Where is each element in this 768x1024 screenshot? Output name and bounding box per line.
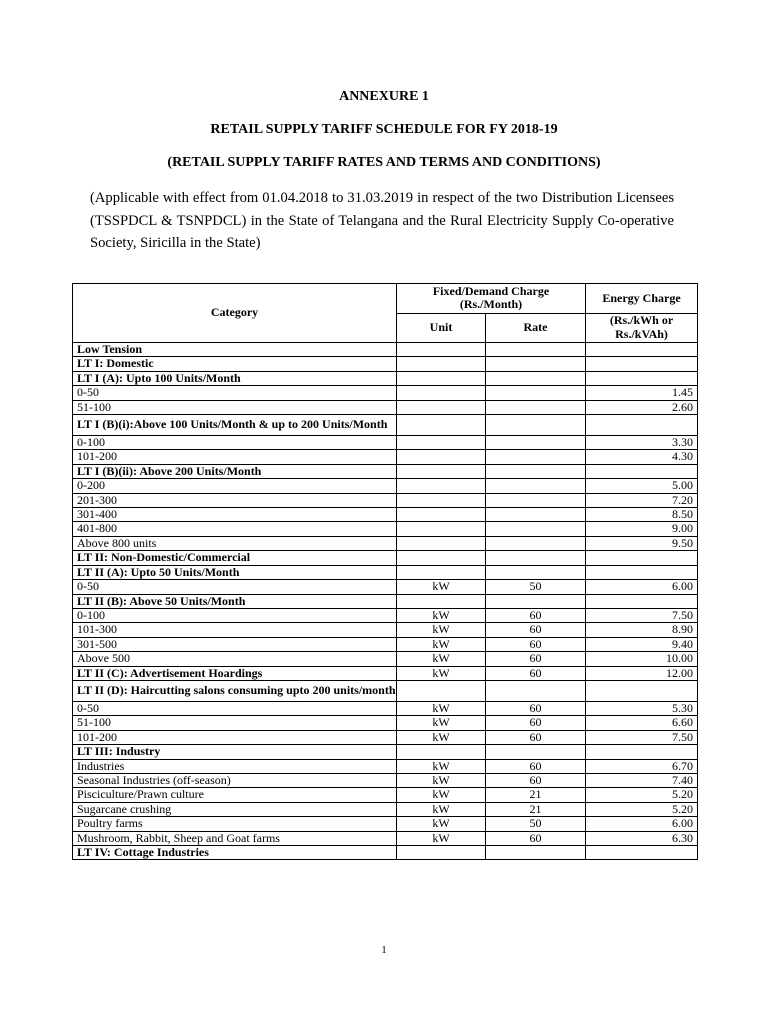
row-rate <box>486 464 586 478</box>
row-rate: 50 <box>486 817 586 831</box>
table-row <box>73 637 698 651</box>
row-unit: kW <box>397 701 486 715</box>
table-row <box>73 508 698 522</box>
header-fixed-demand-charge: Fixed/Demand Charge (Rs./Month) <box>397 284 586 314</box>
header-rate: Rate <box>486 313 586 343</box>
row-category: LT IV: Cottage Industries <box>73 846 397 860</box>
table-row <box>73 580 698 594</box>
row-category: LT II (A): Upto 50 Units/Month <box>73 565 397 579</box>
row-unit <box>397 357 486 371</box>
row-category: Above 500 <box>73 652 397 666</box>
row-unit: kW <box>397 773 486 787</box>
row-rate: 21 <box>486 802 586 816</box>
table-row <box>73 716 698 730</box>
row-unit <box>397 508 486 522</box>
row-category: 0-50 <box>73 701 397 715</box>
table-row <box>73 357 698 371</box>
row-energy-charge <box>586 357 698 371</box>
row-category: 101-200 <box>73 450 397 464</box>
table-row <box>73 522 698 536</box>
row-rate: 60 <box>486 666 586 680</box>
row-category: LT II (D): Haircutting salons consuming upto 200 units/month <box>73 680 397 701</box>
row-energy-charge: 7.50 <box>586 730 698 744</box>
table-row <box>73 773 698 787</box>
row-rate: 50 <box>486 580 586 594</box>
row-rate <box>486 493 586 507</box>
row-energy-charge: 5.20 <box>586 788 698 802</box>
row-category: 201-300 <box>73 493 397 507</box>
row-energy-charge: 7.50 <box>586 608 698 622</box>
table-row <box>73 680 698 701</box>
row-unit <box>397 450 486 464</box>
row-energy-charge <box>586 551 698 565</box>
row-rate: 60 <box>486 759 586 773</box>
table-row <box>73 450 698 464</box>
row-energy-charge <box>586 680 698 701</box>
row-rate: 60 <box>486 608 586 622</box>
row-energy-charge: 9.50 <box>586 536 698 550</box>
table-row <box>73 730 698 744</box>
row-rate <box>486 594 586 608</box>
row-rate: 60 <box>486 623 586 637</box>
row-category: LT I (B)(ii): Above 200 Units/Month <box>73 464 397 478</box>
header-energy-unit: (Rs./kWh or Rs./kVAh) <box>586 313 698 343</box>
row-energy-charge: 6.00 <box>586 817 698 831</box>
table-row <box>73 666 698 680</box>
row-category: 0-100 <box>73 436 397 450</box>
row-category: 0-200 <box>73 479 397 493</box>
row-unit: kW <box>397 788 486 802</box>
row-rate <box>486 846 586 860</box>
row-energy-charge <box>586 464 698 478</box>
document-title: RETAIL SUPPLY TARIFF SCHEDULE FOR FY 2018-19 <box>210 122 558 137</box>
row-rate: 21 <box>486 788 586 802</box>
row-category: 51-100 <box>73 716 397 730</box>
table-row <box>73 701 698 715</box>
tariff-table-header <box>73 284 698 343</box>
table-row <box>73 493 698 507</box>
table-row <box>73 464 698 478</box>
row-energy-charge: 10.00 <box>586 652 698 666</box>
row-rate <box>486 536 586 550</box>
row-energy-charge: 5.30 <box>586 701 698 715</box>
row-rate <box>486 680 586 701</box>
row-rate <box>486 343 586 357</box>
row-category: 51-100 <box>73 400 397 414</box>
row-energy-charge: 7.20 <box>586 493 698 507</box>
row-rate <box>486 436 586 450</box>
row-unit: kW <box>397 716 486 730</box>
row-energy-charge <box>586 371 698 385</box>
row-category: Seasonal Industries (off-season) <box>73 773 397 787</box>
row-energy-charge: 6.00 <box>586 580 698 594</box>
row-rate <box>486 522 586 536</box>
table-row <box>73 536 698 550</box>
table-row <box>73 652 698 666</box>
row-unit <box>397 536 486 550</box>
row-category: Low Tension <box>73 343 397 357</box>
row-unit <box>397 343 486 357</box>
row-energy-charge: 2.60 <box>586 400 698 414</box>
table-row <box>73 436 698 450</box>
row-category: 301-500 <box>73 637 397 651</box>
row-category: LT II (C): Advertisement Hoardings <box>73 666 397 680</box>
row-unit <box>397 522 486 536</box>
row-category: Pisciculture/Prawn culture <box>73 788 397 802</box>
row-unit <box>397 565 486 579</box>
row-energy-charge: 1.45 <box>586 386 698 400</box>
table-row <box>73 608 698 622</box>
table-row <box>73 623 698 637</box>
row-unit: kW <box>397 666 486 680</box>
row-energy-charge: 6.60 <box>586 716 698 730</box>
row-rate <box>486 386 586 400</box>
row-rate <box>486 479 586 493</box>
annexure-heading: ANNEXURE 1 <box>339 89 429 104</box>
row-unit: kW <box>397 637 486 651</box>
row-unit <box>397 594 486 608</box>
row-category: 0-100 <box>73 608 397 622</box>
row-rate <box>486 357 586 371</box>
row-energy-charge: 4.30 <box>586 450 698 464</box>
row-rate <box>486 565 586 579</box>
table-row <box>73 386 698 400</box>
row-energy-charge: 9.40 <box>586 637 698 651</box>
row-rate <box>486 415 586 436</box>
row-rate <box>486 745 586 759</box>
row-energy-charge: 8.50 <box>586 508 698 522</box>
table-row <box>73 831 698 845</box>
row-unit <box>397 551 486 565</box>
row-rate <box>486 551 586 565</box>
table-row <box>73 745 698 759</box>
row-unit: kW <box>397 730 486 744</box>
row-energy-charge: 12.00 <box>586 666 698 680</box>
row-energy-charge: 5.00 <box>586 479 698 493</box>
table-row <box>73 551 698 565</box>
row-category: LT I (A): Upto 100 Units/Month <box>73 371 397 385</box>
row-category: 0-50 <box>73 580 397 594</box>
row-category: LT II: Non-Domestic/Commercial <box>73 551 397 565</box>
row-category: LT I (B)(i):Above 100 Units/Month & up to 200 Units/Month <box>73 415 397 436</box>
row-unit: kW <box>397 580 486 594</box>
table-row <box>73 846 698 860</box>
row-rate: 60 <box>486 831 586 845</box>
applicability-paragraph: (Applicable with effect from 01.04.2018 to 31.03.2019 in respect of the two Distribution Licensees (TSSPDCL & TSNPDCL) in the State of Telangana and the Rural Electricity Supply Co-operative Society, Siricilla in the State) <box>90 190 674 251</box>
row-energy-charge: 7.40 <box>586 773 698 787</box>
row-unit <box>397 680 486 701</box>
table-row <box>73 479 698 493</box>
row-unit <box>397 493 486 507</box>
table-row <box>73 371 698 385</box>
row-category: 101-300 <box>73 623 397 637</box>
row-rate: 60 <box>486 716 586 730</box>
tariff-table-body <box>73 343 698 860</box>
row-unit: kW <box>397 652 486 666</box>
row-energy-charge: 6.70 <box>586 759 698 773</box>
row-category: Industries <box>73 759 397 773</box>
row-category: 0-50 <box>73 386 397 400</box>
table-row <box>73 817 698 831</box>
row-unit <box>397 400 486 414</box>
header-energy-charge: Energy Charge <box>586 284 698 314</box>
row-unit <box>397 415 486 436</box>
table-row <box>73 565 698 579</box>
row-rate: 60 <box>486 730 586 744</box>
row-category: 401-800 <box>73 522 397 536</box>
row-unit <box>397 745 486 759</box>
table-row <box>73 788 698 802</box>
header-category: Category <box>73 284 397 343</box>
row-unit: kW <box>397 817 486 831</box>
row-category: Sugarcane crushing <box>73 802 397 816</box>
page-number: 1 <box>381 944 387 956</box>
row-unit: kW <box>397 802 486 816</box>
row-category: 101-200 <box>73 730 397 744</box>
row-energy-charge <box>586 846 698 860</box>
row-unit: kW <box>397 831 486 845</box>
row-rate <box>486 450 586 464</box>
row-energy-charge: 8.90 <box>586 623 698 637</box>
table-row <box>73 802 698 816</box>
row-energy-charge: 5.20 <box>586 802 698 816</box>
row-unit: kW <box>397 623 486 637</box>
row-rate <box>486 371 586 385</box>
row-unit <box>397 371 486 385</box>
row-rate <box>486 508 586 522</box>
row-energy-charge: 9.00 <box>586 522 698 536</box>
row-unit <box>397 464 486 478</box>
row-energy-charge <box>586 343 698 357</box>
row-rate: 60 <box>486 637 586 651</box>
document-subtitle: (RETAIL SUPPLY TARIFF RATES AND TERMS AND CONDITIONS) <box>167 155 601 170</box>
row-unit: kW <box>397 759 486 773</box>
row-category: LT III: Industry <box>73 745 397 759</box>
row-rate <box>486 400 586 414</box>
row-category: Poultry farms <box>73 817 397 831</box>
row-category: LT I: Domestic <box>73 357 397 371</box>
row-energy-charge <box>586 594 698 608</box>
row-unit <box>397 479 486 493</box>
tariff-table <box>72 283 698 860</box>
row-category: LT II (B): Above 50 Units/Month <box>73 594 397 608</box>
row-unit <box>397 436 486 450</box>
row-rate: 60 <box>486 652 586 666</box>
row-category: Above 800 units <box>73 536 397 550</box>
row-energy-charge <box>586 745 698 759</box>
row-category: 301-400 <box>73 508 397 522</box>
row-rate: 60 <box>486 773 586 787</box>
row-energy-charge <box>586 415 698 436</box>
header-unit: Unit <box>397 313 486 343</box>
table-row <box>73 759 698 773</box>
table-row <box>73 343 698 357</box>
row-unit <box>397 386 486 400</box>
table-row <box>73 400 698 414</box>
row-category: Mushroom, Rabbit, Sheep and Goat farms <box>73 831 397 845</box>
row-unit <box>397 846 486 860</box>
table-row <box>73 415 698 436</box>
table-row <box>73 594 698 608</box>
row-energy-charge: 6.30 <box>586 831 698 845</box>
row-rate: 60 <box>486 701 586 715</box>
row-energy-charge: 3.30 <box>586 436 698 450</box>
row-unit: kW <box>397 608 486 622</box>
row-energy-charge <box>586 565 698 579</box>
